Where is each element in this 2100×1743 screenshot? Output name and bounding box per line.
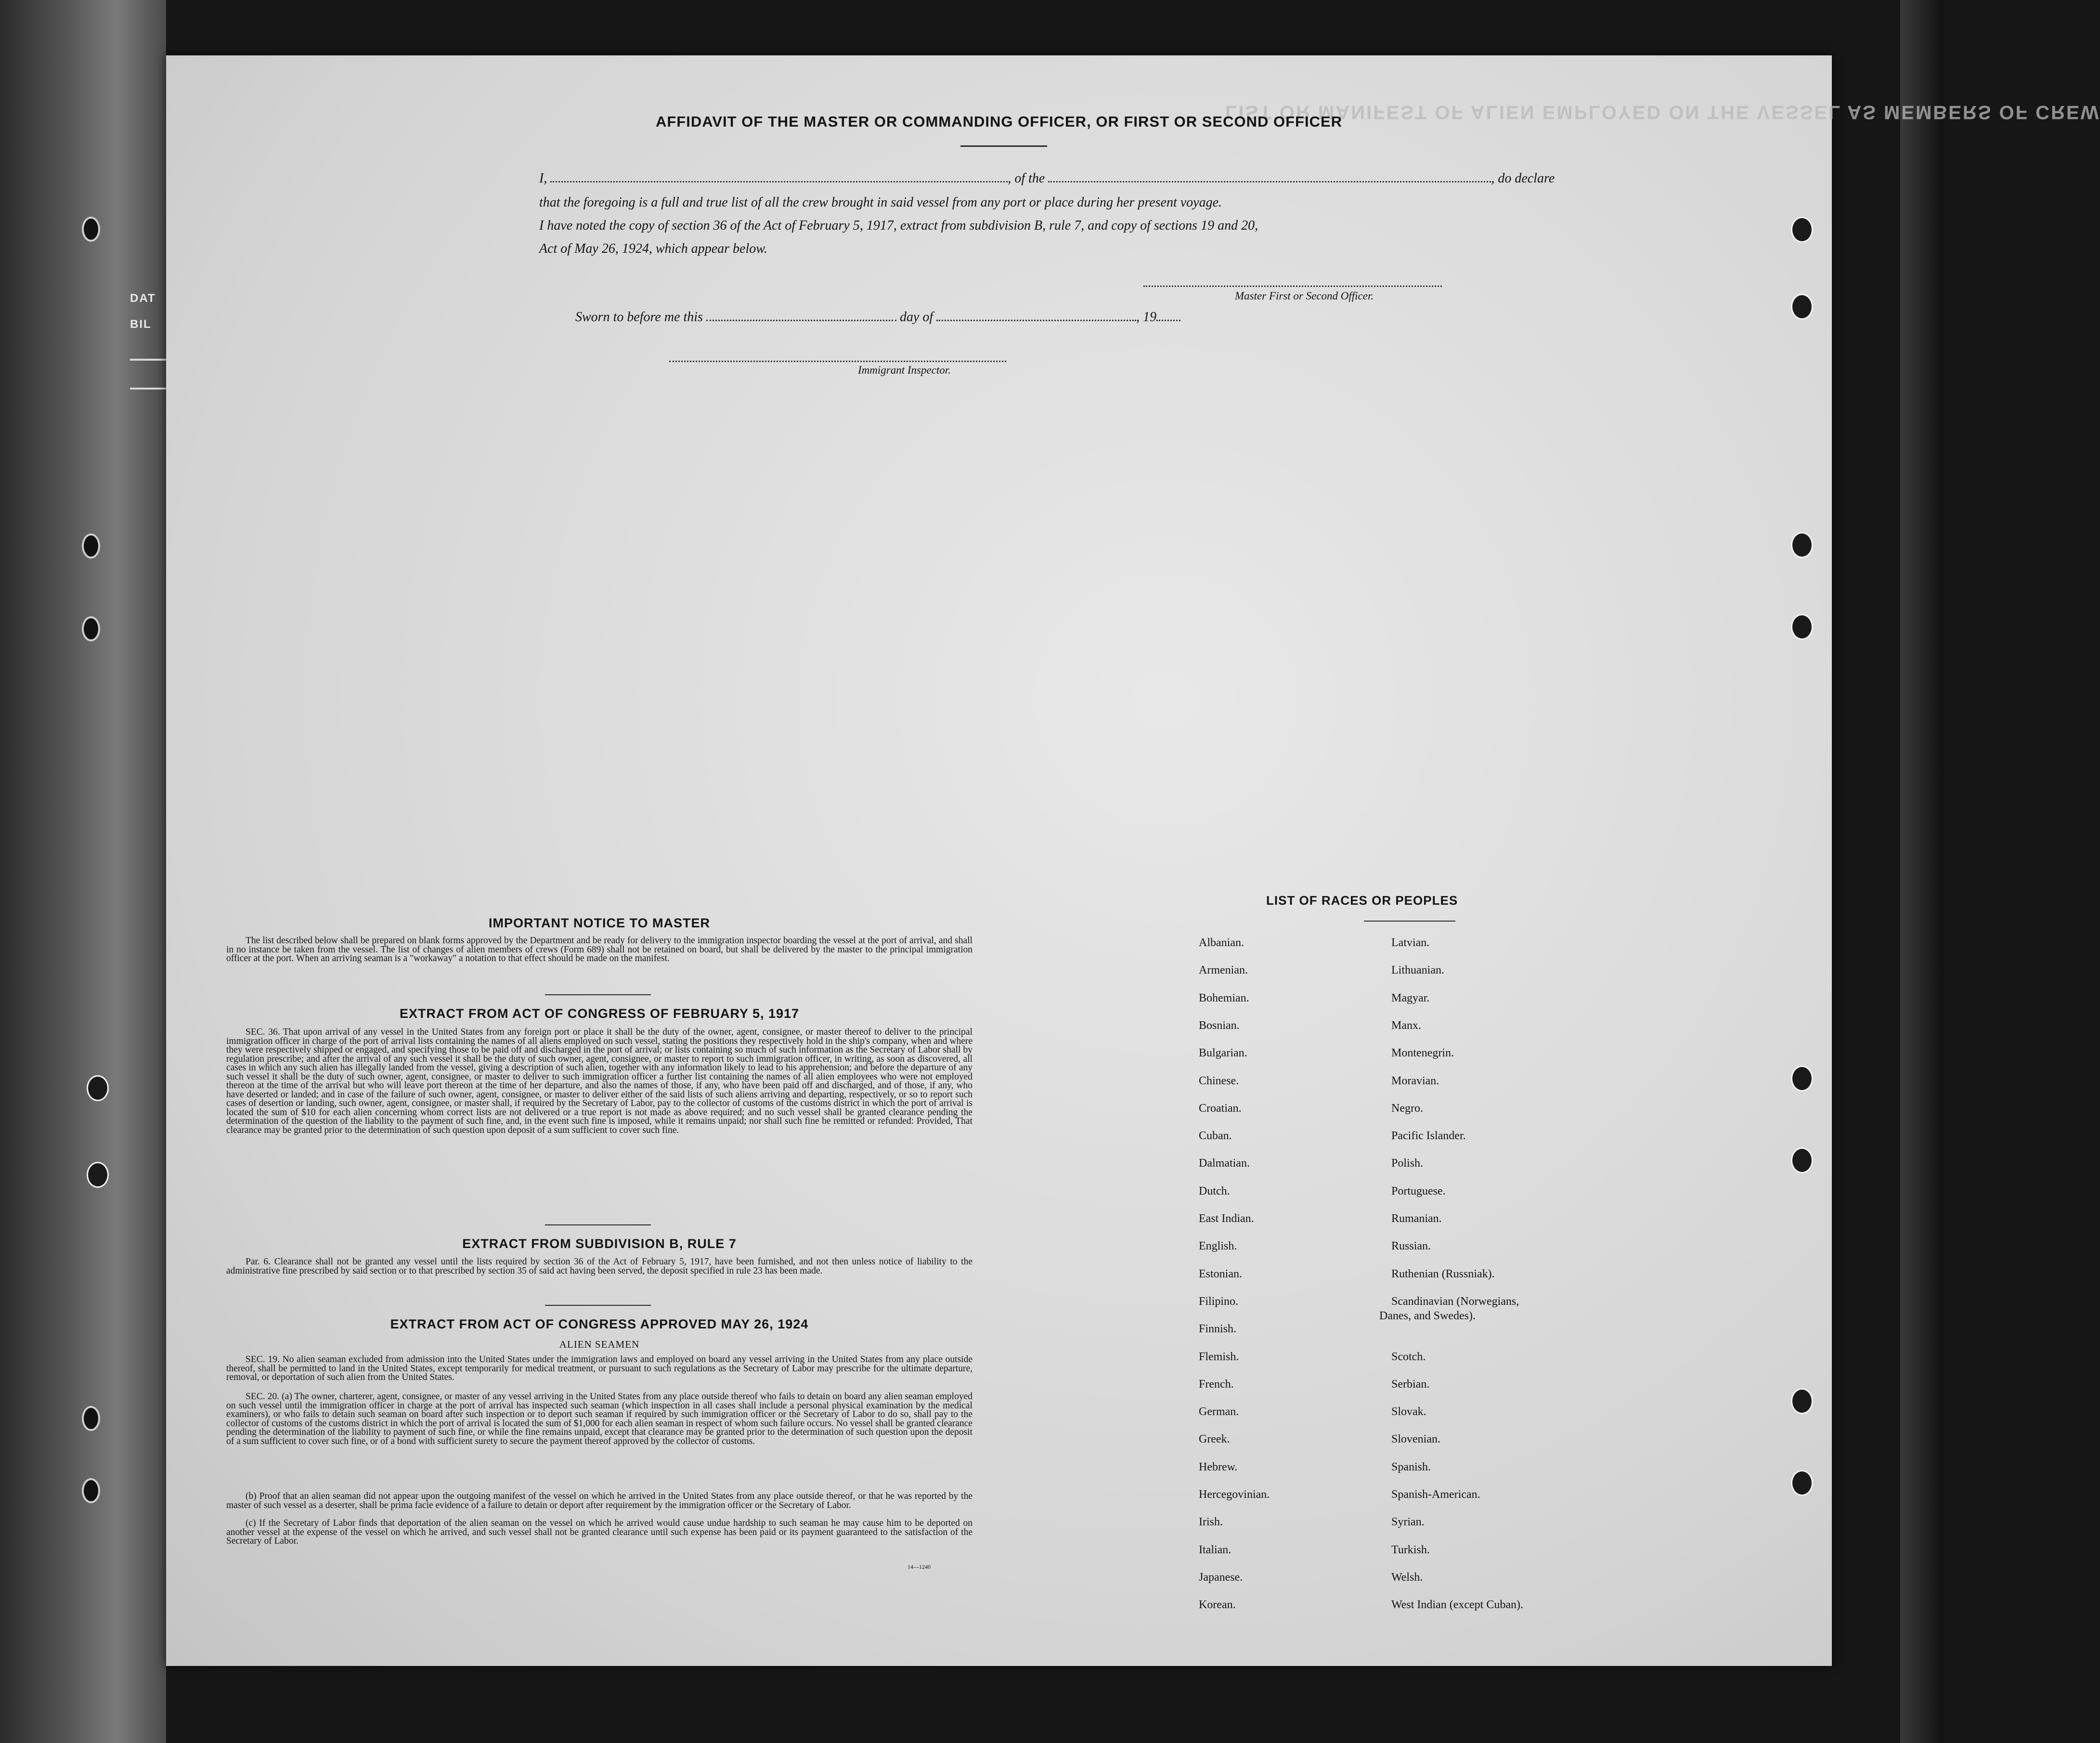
sworn-month-blank[interactable]: [936, 320, 1136, 321]
binder-hole: [82, 1478, 100, 1503]
race-item: Ruthenian (Russniak).: [1391, 1267, 1495, 1280]
binder-edge: [0, 0, 166, 1743]
section-divider: [545, 1305, 651, 1306]
race-item: Scandinavian (Norwegians,: [1391, 1295, 1519, 1308]
race-item: Armenian.: [1199, 964, 1248, 977]
extract-1917-text: SEC. 36. That upon arrival of any vessel in the United States from any foreign port or place it shall be the duty of the owner, agent, consignee, or master thereof to deliver to the principal immigration officer in charge of the port of arrival lists containing the names of all aliens employed on such vessel, stating the positions they respectively hold in the ship's company, when and where they were respectively shipped or engaged, and specifying those to be paid off and discharged in the port of arrival; or lists containing so much of such information as the Secretary of Labor shall by regulation prescribe; and after the arrival of any such vessel it shall be the duty of such owner, agent, consignee, or master to report to such immigration officer, in writing, as soon as discovered, all cases in which any such alien has illegally landed from the vessel, giving a description of such alien, together with any information likely to lead to his apprehension; and before the departure of any such vessel it shall be the duty of such owner, agent, consignee, or master to deliver to such immigration officer a further list containing the names of all alien employees who were not employed thereon at the time of the arrival but who will leave port thereon at the time of her departure, and also the names of those, if any, who have been paid off and discharged, and of those, if any, who have deserted or landed; and in case of the failure of such owner, agent, consignee, or master to deliver either of the said lists of such aliens arriving and departing, respectively, or so to report such cases of desertion or landing, such owner, agent, consignee, or master shall, if required by the Secretary of Labor, pay to the collector of customs of the customs district in which the port of arrival is located the sum of $10 for each alien concerning whom correct lists are not delivered or a true report is not made as above required; and no such vessel shall be granted clearance pending the determination of the question of the liability to the payment of such fine, and, in the event such fine is imposed, while it remains unpaid; nor shall such fine be remitted or refunded: Provided, That clearance may be granted prior to the determination of such question upon deposit of a sum sufficient to cover such fine.: [226, 1027, 972, 1135]
race-item: Hercegovinian.: [1199, 1488, 1270, 1501]
bleed-through-text: LIST OR MANIFEST OF ALIEN EMPLOYED ON THE VESSEL AS MEMBERS OF CREW: [1225, 102, 2100, 123]
declaration-line: [539, 171, 1555, 186]
race-item: Japanese.: [1199, 1571, 1243, 1584]
vessel-blank[interactable]: [1048, 181, 1491, 182]
affidavit-line-2: that the foregoing is a full and true list of all the crew brought in said vessel from any port or place during her present voyage.: [539, 195, 1222, 210]
race-item: Pacific Islander.: [1391, 1130, 1466, 1143]
race-item: Turkish.: [1391, 1543, 1430, 1556]
notice-title: IMPORTANT NOTICE TO MASTER: [489, 916, 710, 930]
extract-1917-title: EXTRACT FROM ACT OF CONGRESS OF FEBRUARY 5, 1917: [399, 1006, 800, 1021]
binder-hole: [82, 533, 100, 559]
race-item: Moravian.: [1391, 1074, 1439, 1087]
document-sheet: [166, 55, 2100, 1666]
punch-hole: [1791, 532, 1813, 558]
form-number: 14—1240: [907, 1563, 931, 1570]
race-item: Cuban.: [1199, 1130, 1232, 1143]
race-item: Croatian.: [1199, 1102, 1242, 1115]
race-item: Flemish.: [1199, 1350, 1239, 1363]
race-item: Rumanian.: [1391, 1212, 1442, 1225]
race-item: Welsh.: [1391, 1571, 1423, 1584]
punch-hole: [1791, 1066, 1813, 1092]
race-item: Spanish.: [1391, 1460, 1431, 1473]
race-item: Korean.: [1199, 1599, 1236, 1612]
binder-rule: [130, 388, 166, 390]
binder-label-date: DAT: [130, 292, 156, 305]
affidavit-line-4: Act of May 26, 1924, which appear below.: [539, 241, 767, 256]
folder-right-edge: [1900, 0, 1944, 1743]
race-item: Magyar.: [1391, 991, 1430, 1004]
punch-hole: [1791, 294, 1813, 320]
race-item: Bohemian.: [1199, 991, 1249, 1004]
race-item: Slovenian.: [1391, 1433, 1440, 1446]
sworn-year-prefix: , 19: [1136, 310, 1157, 325]
race-item: Russian.: [1391, 1240, 1431, 1253]
sworn-year-blank[interactable]: [1156, 320, 1180, 321]
race-item: Dalmatian.: [1199, 1157, 1250, 1170]
race-item: Danes, and Swedes).: [1379, 1309, 1476, 1322]
extract-1924-title: EXTRACT FROM ACT OF CONGRESS APPROVED MAY 26, 1924: [390, 1317, 809, 1331]
binder-rule: [130, 359, 166, 361]
binder-label-bill: BIL: [130, 318, 152, 331]
sworn-day-blank[interactable]: [706, 320, 896, 321]
punch-hole: [1791, 1388, 1813, 1414]
declaration-i: I,: [539, 171, 547, 186]
race-item: Manx.: [1391, 1019, 1421, 1032]
punch-hole: [87, 1162, 109, 1188]
race-item: East Indian.: [1199, 1212, 1254, 1225]
race-item: Portuguese.: [1391, 1184, 1446, 1197]
rule7-title: EXTRACT FROM SUBDIVISION B, RULE 7: [462, 1236, 737, 1251]
race-item: Hebrew.: [1199, 1460, 1238, 1473]
title-rule: [960, 145, 1047, 147]
declaration-do-declare: , do declare: [1491, 171, 1555, 186]
sec20c-text: (c) If the Secretary of Labor finds that deportation of the alien seaman on the vessel on which he arrived would cause undue hardship to such seaman he may cause him to be deported on another vessel at the expense of the vessel on which he arrived, and such vessel shall not be granted clearance until such expense has been paid or its payment guaranteed to the satisfaction of the Secretary of Labor.: [226, 1518, 972, 1546]
affidavit-line-3: I have noted the copy of section 36 of the Act of February 5, 1917, extract from subdivision B, rule 7, and copy of sections 19 and 20,: [539, 218, 1258, 233]
race-item: West Indian (except Cuban).: [1391, 1599, 1523, 1612]
races-title-rule: [1364, 921, 1455, 922]
binder-hole: [82, 1406, 100, 1431]
punch-hole: [1791, 614, 1813, 640]
race-item: Latvian.: [1391, 937, 1430, 949]
race-item: Finnish.: [1199, 1323, 1237, 1336]
races-title: LIST OF RACES OR PEOPLES: [1266, 893, 1458, 908]
section-divider: [545, 994, 651, 995]
punch-hole: [1791, 1470, 1813, 1496]
race-item: Bulgarian.: [1199, 1047, 1247, 1060]
race-item: Spanish-American.: [1391, 1488, 1480, 1501]
master-signature-label: Master First or Second Officer.: [1235, 290, 1374, 302]
race-item: Lithuanian.: [1391, 964, 1444, 977]
race-item: Negro.: [1391, 1102, 1423, 1115]
race-item: Albanian.: [1199, 937, 1244, 949]
binder-hole: [82, 616, 100, 641]
notice-text: The list described below shall be prepared on blank forms approved by the Department and be ready for delivery to the immigration inspector boarding the vessel at the port of arrival, and shall in no instance be taken from the vessel. The list of changes of alien members of crews (Form 689) shall not be retained on board, but shall be delivered by the master to the principal immigration officer at the port. When an arriving seaman is a "workaway" a notation to that effect should be made on the manifest.: [226, 936, 972, 963]
race-item: Polish.: [1391, 1157, 1424, 1170]
sworn-day-of: day of: [899, 310, 933, 325]
sworn-label: Sworn to before me this: [575, 310, 703, 325]
binder-hole: [82, 217, 100, 242]
declaration-of-the: , of the: [1008, 171, 1045, 186]
affidavit-title: AFFIDAVIT OF THE MASTER OR COMMANDING OFFICER, OR FIRST OR SECOND OFFICER: [655, 113, 1343, 130]
master-signature-line[interactable]: [1143, 286, 1442, 288]
race-item: Serbian.: [1391, 1378, 1430, 1391]
race-item: Greek.: [1199, 1433, 1230, 1446]
inspector-signature-line[interactable]: [669, 361, 1006, 364]
race-item: German.: [1199, 1405, 1239, 1418]
inspector-signature-label: Immigrant Inspector.: [858, 364, 951, 376]
race-item: Chinese.: [1199, 1074, 1239, 1087]
name-blank[interactable]: [550, 181, 1008, 182]
alien-seamen-subtitle: ALIEN SEAMEN: [559, 1339, 640, 1350]
punch-hole: [1791, 1147, 1813, 1173]
race-item: Estonian.: [1199, 1267, 1242, 1280]
sec20b-text: (b) Proof that an alien seaman did not appear upon the outgoing manifest of the vessel on which he arrived in the United States from any place outside thereof, or that he was reported by the master of such vessel as a deserter, shall be prima facie evidence of a failure to detain or deport after requirement by the immigration officer or the Secretary of Labor.: [226, 1491, 972, 1510]
punch-hole: [1791, 217, 1813, 243]
race-item: Irish.: [1199, 1516, 1223, 1529]
race-item: Filipino.: [1199, 1295, 1239, 1308]
race-item: Dutch.: [1199, 1184, 1230, 1197]
race-item: Bosnian.: [1199, 1019, 1240, 1032]
rule7-text: Par. 6. Clearance shall not be granted any vessel until the lists required by section 36 of the Act of February 5, 1917, have been furnished, and not then unless notice of liability to the administrative fine prescribed by said section or to that prescribed by section 35 of said act having been served, the deposit specified in rule 23 has been made.: [226, 1257, 972, 1276]
sworn-line: [575, 310, 1180, 325]
race-item: Syrian.: [1391, 1516, 1425, 1529]
race-item: Montenegrin.: [1391, 1047, 1454, 1060]
section-divider: [545, 1224, 651, 1225]
sec20a-text: SEC. 20. (a) The owner, charterer, agent, consignee, or master of any vessel arriving in the United States from any place outside thereof who fails to detain on board any alien seaman employed on such vessel until the immigration officer in charge at the port of arrival has inspected such seaman (which inspection in all cases shall include a personal physical examination by the medical examiners), or who fails to detain such seaman on board after such inspection or to deport such seaman if required by such immigration officer or the Secretary of Labor to do so, shall pay to the collector of customs of the customs district in which the port of arrival is located the sum of $1,000 for each alien seaman in respect of whom such failure occurs. No vessel shall be granted clearance pending the determination of the liability to payment of such fine, or while the fine remains unpaid, except that clearance may be granted prior to the determination of such question upon the deposit of a sum sufficient to cover such fine, or of a bond with sufficient surety to secure the payment thereof approved by the collector of customs.: [226, 1392, 972, 1446]
sec19-text: SEC. 19. No alien seaman excluded from admission into the United States under the immigration laws and employed on board any vessel arriving in the United States from any place outside thereof, shall be permitted to land in the United States, except temporarily for medical treatment, or pursuant to such regulations as the Secretary of Labor may prescribe for the ultimate departure, removal, or deportation of such alien from the United States.: [226, 1354, 972, 1382]
punch-hole: [87, 1075, 109, 1101]
race-item: Slovak.: [1391, 1405, 1426, 1418]
race-item: Scotch.: [1391, 1350, 1426, 1363]
race-item: Italian.: [1199, 1543, 1231, 1556]
race-item: French.: [1199, 1378, 1234, 1391]
race-item: English.: [1199, 1240, 1237, 1253]
